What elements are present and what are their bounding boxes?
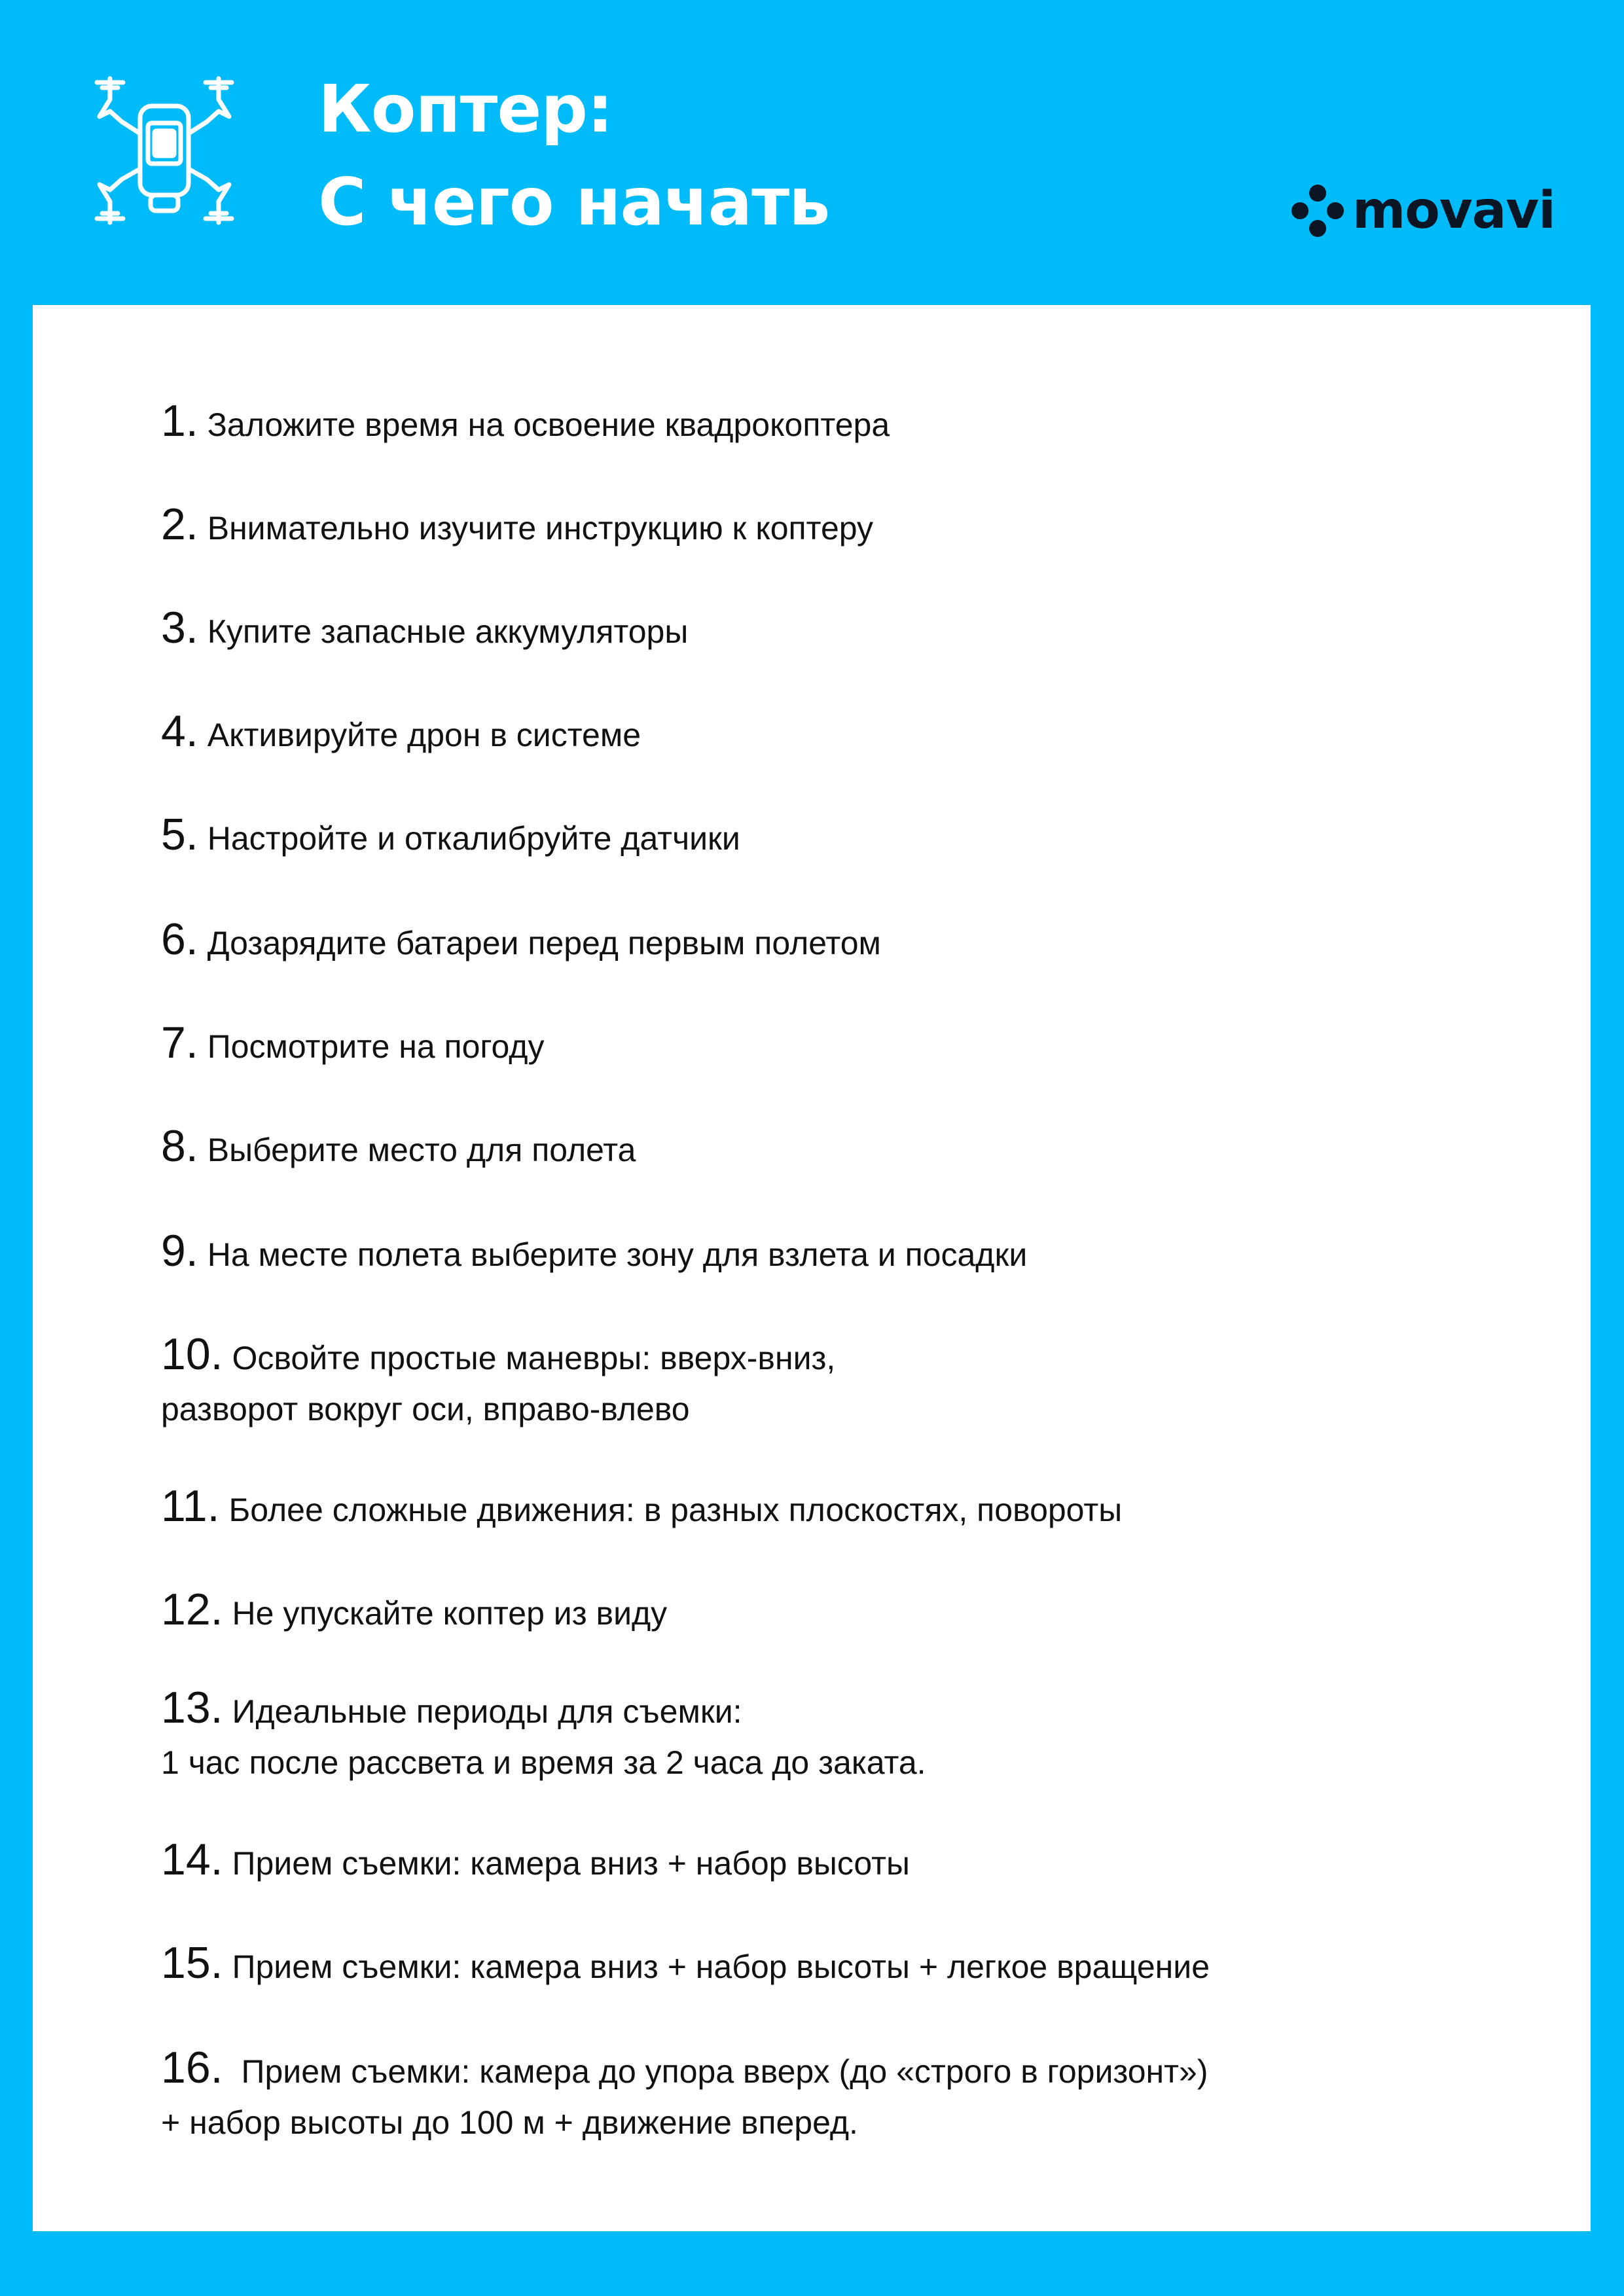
step-number: 7. <box>161 1018 198 1067</box>
step-item <box>161 1584 1536 1639</box>
step-number: 1. <box>161 396 198 446</box>
step-text: Более сложные движения: в разных плоскостях, повороты <box>228 1492 1123 1528</box>
step-item <box>161 1480 1536 1535</box>
step-number: 8. <box>161 1121 198 1171</box>
step-text: Не упускайте коптер из виду <box>232 1595 668 1632</box>
step-text: Посмотрите на погоду <box>207 1028 545 1065</box>
step-item <box>161 809 1536 864</box>
step-item <box>161 395 1536 450</box>
step-text: Дозарядите батареи перед первым полетом <box>207 925 881 961</box>
step-number: 11. <box>161 1481 220 1531</box>
step-item <box>161 1329 1536 1435</box>
step-text: Активируйте дрон в системе <box>207 717 641 753</box>
step-text: Выберите место для полета <box>207 1132 636 1168</box>
step-number: 12. <box>161 1585 223 1634</box>
step-text: Заложите время на освоение квадрокоптера <box>207 406 890 443</box>
step-item <box>161 706 1536 761</box>
step-number: 10. <box>161 1329 223 1379</box>
step-number: 6. <box>161 914 198 964</box>
step-text-continued: 1 час после рассвета и время за 2 часа до заката. <box>161 1744 926 1781</box>
step-text: Освойте простые маневры: вверх-вниз, <box>232 1340 836 1376</box>
step-item <box>161 602 1536 657</box>
step-number: 14. <box>161 1835 223 1884</box>
page-title <box>318 63 829 249</box>
step-item <box>161 1682 1536 1788</box>
step-item <box>161 1017 1536 1072</box>
step-number: 15. <box>161 1938 223 1988</box>
step-item <box>161 1834 1536 1889</box>
step-number: 4. <box>161 706 198 756</box>
step-item <box>161 1121 1536 1175</box>
step-number: 16. <box>161 2043 223 2092</box>
title-line-1: Коптер: <box>318 71 613 147</box>
step-text-continued: разворот вокруг оси, вправо-влево <box>161 1391 690 1427</box>
drone-icon <box>90 73 238 228</box>
step-text: Прием съемки: камера вниз + набор высоты <box>232 1845 910 1882</box>
step-number: 2. <box>161 499 198 549</box>
step-text: Внимательно изучите инструкцию к коптеру <box>207 510 874 547</box>
step-item <box>161 2042 1536 2148</box>
content-panel <box>33 305 1591 2231</box>
step-text: Настройте и откалибруйте датчики <box>207 820 740 857</box>
step-text: На месте полета выберите зону для взлета и посадки <box>207 1236 1028 1273</box>
movavi-logo-icon <box>1291 184 1344 238</box>
step-item <box>161 1225 1536 1280</box>
step-item <box>161 1937 1536 1992</box>
step-number: 3. <box>161 603 198 653</box>
step-text: Прием съемки: камера вниз + набор высоты + легкое вращение <box>232 1948 1210 1985</box>
step-number: 13. <box>161 1683 223 1732</box>
step-item <box>161 914 1536 969</box>
step-text: Прием съемки: камера до упора вверх (до «строго в горизонт») <box>241 2053 1208 2090</box>
step-text: Идеальные периоды для съемки: <box>232 1693 742 1730</box>
step-number: 9. <box>161 1226 198 1276</box>
logo-text: movavi <box>1352 181 1555 240</box>
title-line-2: С чего начать <box>318 164 830 240</box>
step-text: Купите запасные аккумуляторы <box>207 613 689 650</box>
step-item <box>161 499 1536 554</box>
step-number: 5. <box>161 810 198 859</box>
movavi-logo <box>1291 178 1555 243</box>
step-text-continued: + набор высоты до 100 м + движение вперед. <box>161 2104 858 2141</box>
